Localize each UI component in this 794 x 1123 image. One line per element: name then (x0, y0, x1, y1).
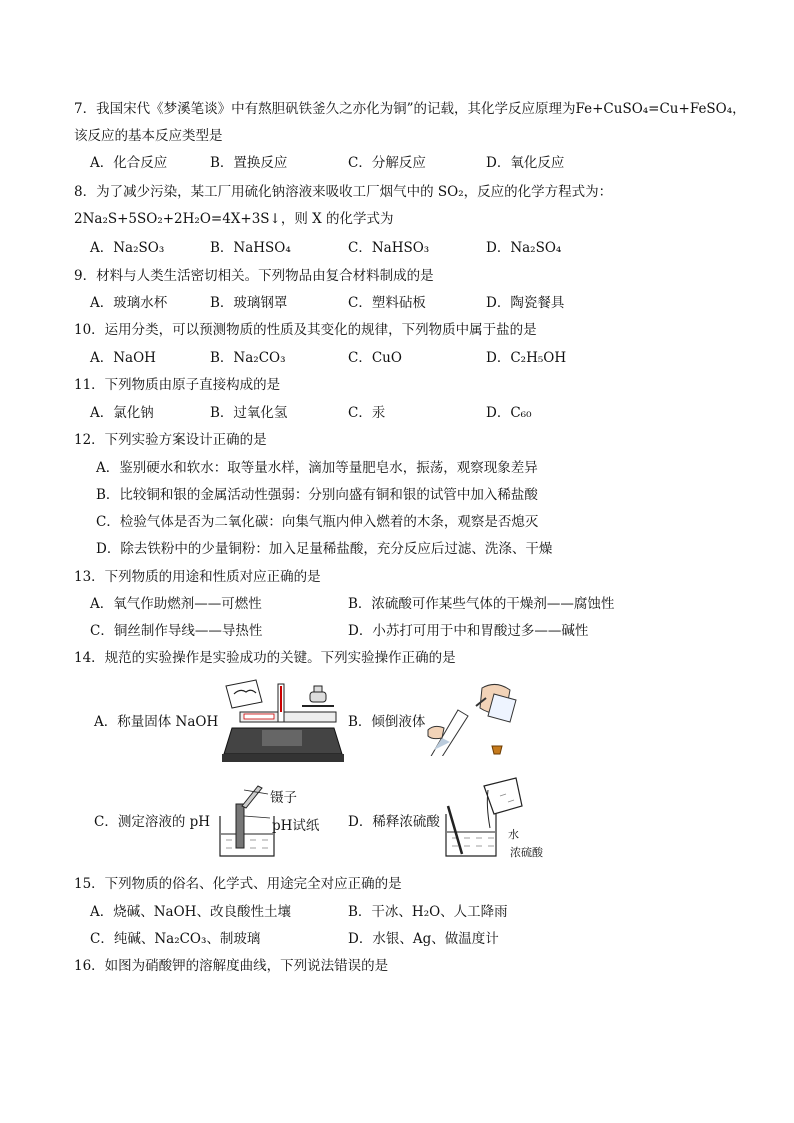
option-a: A．氧气作助燃剂——可燃性 (90, 596, 262, 612)
option-a: A．NaOH (90, 350, 156, 366)
option-b: B．Na₂CO₃ (210, 350, 286, 366)
question-13-options-row1 (90, 592, 730, 612)
option-a: A．烧碱、NaOH、改良酸性土壤 (90, 904, 291, 920)
option-d: D．陶瓷餐具 (486, 295, 565, 311)
option-b: B．倾倒液体 (348, 714, 426, 730)
option-a: A．称量固体 NaOH (94, 714, 219, 730)
option-c: C．分解反应 (348, 155, 426, 171)
pouring-liquid-figure (424, 680, 524, 756)
option-b: B．过氧化氢 (210, 405, 288, 421)
question-11-stem: 11．下列物质由原子直接构成的是 (74, 377, 281, 393)
option-d: D．稀释浓硫酸 (348, 814, 440, 830)
question-15-options-row2 (90, 927, 730, 947)
option-b: B．置换反应 (210, 155, 288, 171)
option-a: A．化合反应 (90, 155, 168, 171)
balance-scale-figure (218, 672, 348, 766)
option-c: C．测定溶液的 pH (94, 814, 211, 830)
option-a: A．玻璃水杯 (90, 295, 168, 311)
question-8-options (90, 236, 730, 256)
option-d: D．氧化反应 (486, 155, 565, 171)
question-8-stem: 8．为了减少污染，某工厂用硫化钠溶液来吸收工厂烟气中的 SO₂，反应的化学方程式为： (74, 184, 613, 200)
acid-label: 浓硫酸 (510, 846, 543, 859)
question-7-stem-cont: 该反应的基本反应类型是 (74, 128, 223, 144)
option-b: B．浓硫酸可作某些气体的干燥剂——腐蚀性 (348, 596, 615, 612)
option-c: C．铜丝制作导线——导热性 (90, 623, 263, 639)
option-c: C．塑料砧板 (348, 295, 426, 311)
question-15-stem: 15．下列物质的俗名、化学式、用途完全对应正确的是 (74, 876, 402, 892)
tweezers-label: 镊子 (270, 790, 297, 806)
option-c: C．检验气体是否为二氧化碳：向集气瓶内伸入燃着的木条，观察是否熄灭 (96, 514, 539, 530)
question-15-options-row1 (90, 900, 730, 920)
option-d: D．C₂H₅OH (486, 350, 567, 366)
question-11-options (90, 401, 730, 421)
question-16-stem: 16．如图为硝酸钾的溶解度曲线，下列说法错误的是 (74, 958, 389, 974)
question-12-stem: 12．下列实验方案设计正确的是 (74, 432, 267, 448)
question-13-options-row2 (90, 619, 730, 639)
option-b: B．玻璃钢罩 (210, 295, 288, 311)
question-14-stem: 14．规范的实验操作是实验成功的关键。下列实验操作正确的是 (74, 650, 456, 666)
question-9-options (90, 291, 730, 311)
question-9-stem: 9．材料与人类生活密切相关。下列物品由复合材料制成的是 (74, 268, 434, 284)
option-b: B．干冰、H₂O、人工降雨 (348, 904, 508, 920)
question-10-stem: 10．运用分类，可以预测物质的性质及其变化的规律，下列物质中属于盐的是 (74, 322, 537, 338)
option-d: D．C₆₀ (486, 405, 532, 421)
option-d: D．Na₂SO₄ (486, 240, 562, 256)
option-c: C．纯碱、Na₂CO₃、制玻璃 (90, 931, 261, 947)
option-a: A．Na₂SO₃ (90, 240, 165, 256)
option-d: D．小苏打可用于中和胃酸过多——碱性 (348, 623, 589, 639)
option-b: B．比较铜和银的金属活动性强弱：分别向盛有铜和银的试管中加入稀盐酸 (96, 487, 538, 503)
question-7-options (90, 151, 730, 171)
question-7-stem: 7．我国宋代《梦溪笔谈》中有熬胆矾铁釜久之亦化为铜”的记载，其化学反应原理为Fe+CuSO₄=Cu+FeSO₄， (74, 101, 746, 117)
option-a: A．氯化钠 (90, 405, 154, 421)
water-label: 水 (508, 828, 519, 841)
option-a: A．鉴别硬水和软水：取等量水样，滴加等量肥皂水，振荡，观察现象差异 (96, 460, 538, 476)
option-d: D．除去铁粉中的少量铜粉：加入足量稀盐酸，充分反应后过滤、洗涤、干燥 (96, 541, 553, 557)
option-c: C．CuO (348, 350, 402, 366)
question-8-equation: 2Na₂S+5SO₂+2H₂O=4X+3S↓，则 X 的化学式为 (74, 211, 394, 227)
option-b: B．NaHSO₄ (210, 240, 291, 256)
question-10-options (90, 346, 730, 366)
option-c: C．NaHSO₃ (348, 240, 430, 256)
option-d: D．水银、Ag、做温度计 (348, 931, 499, 947)
question-13-stem: 13．下列物质的用途和性质对应正确的是 (74, 569, 321, 585)
ph-paper-label: pH试纸 (272, 818, 320, 834)
option-c: C．汞 (348, 405, 386, 421)
